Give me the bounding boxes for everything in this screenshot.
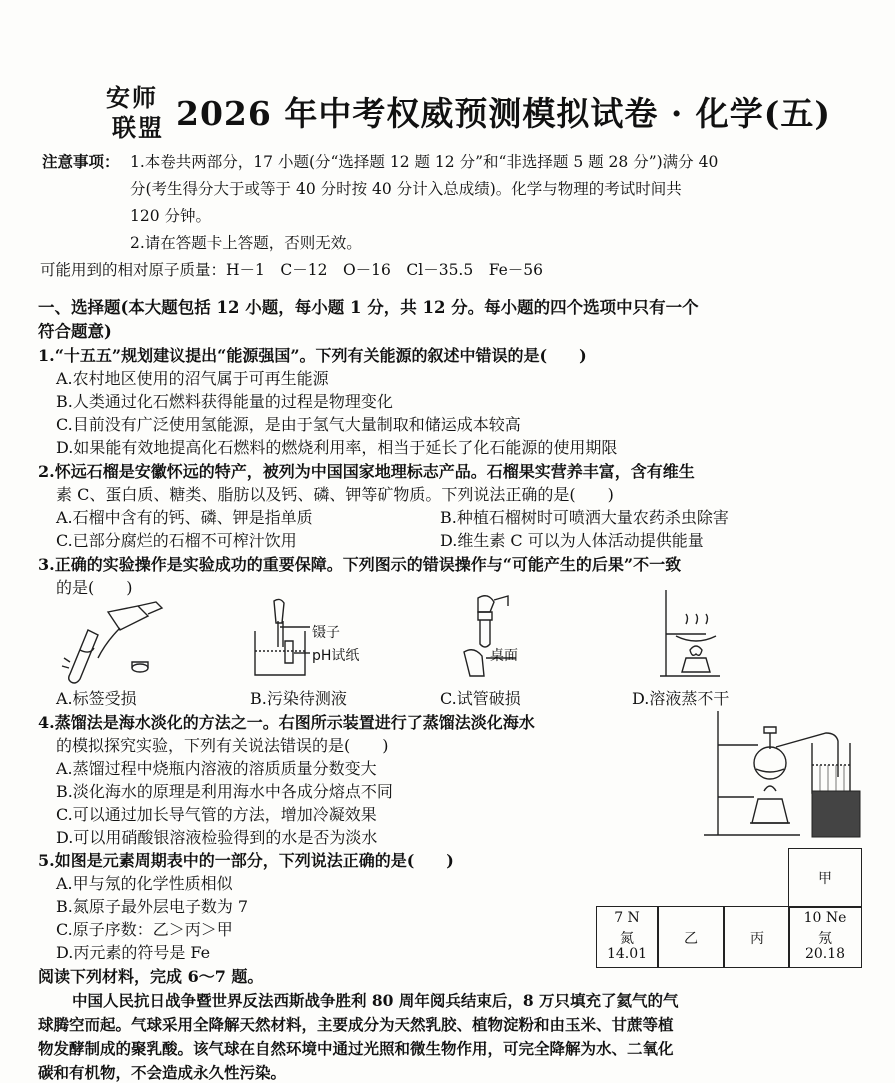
q2-option-c: C.已部分腐烂的石榴不可榨汁饮用 [56, 531, 297, 550]
q4-stem-line-2: 的模拟探究实验，下列有关说法错误的是( ) [56, 736, 389, 755]
cell-ne-number-symbol: 10 Ne [803, 910, 847, 926]
q5-stem: 5.如图是元素周期表中的一部分，下列说法正确的是( ) [38, 851, 454, 870]
reading-intro: 阅读下列材料，完成 6～7 题。 [38, 967, 264, 986]
q1-option-d: D.如果能有效地提高化石燃料的燃烧利用率，相当于延长了化石能源的使用期限 [56, 438, 618, 457]
q5-option-c: C.原子序数：乙＞丙＞甲 [56, 920, 233, 939]
reading-paragraph-line-1: 中国人民抗日战争暨世界反法西斯战争胜利 80 周年阅兵结束后，8 万只填充了氦气的气 [72, 991, 679, 1010]
q3-stem-line-2: 的是( ) [56, 578, 133, 597]
q2-option-b: B.种植石榴树时可喷洒大量农药杀虫除害 [440, 508, 729, 527]
cell-jia: 甲 [818, 871, 832, 887]
publisher-logo [104, 84, 174, 148]
q4-option-c: C.可以通过加长导气管的方法，增加冷凝效果 [56, 805, 377, 824]
notice-line-4: 2.请在答题卡上答题，否则无效。 [130, 234, 362, 252]
q3-option-d: D.溶液蒸不干 [632, 689, 730, 708]
q2-option-a: A.石榴中含有的钙、磷、钾是指单质 [56, 508, 313, 527]
cell-n-name: 氮 [620, 931, 634, 947]
cell-ne-name: 氖 [818, 931, 832, 947]
section-title-line-2: 符合题意) [38, 322, 112, 341]
notice-label: 注意事项： [42, 152, 120, 171]
q4-option-b: B.淡化海水的原理是利用海水中各成分熔点不同 [56, 782, 393, 801]
q3-figure-a-pouring [60, 600, 180, 685]
q1-option-a: A.农村地区使用的沼气属于可再生能源 [56, 369, 329, 388]
q4-figure-distillation [700, 705, 870, 840]
q5-option-d: D.丙元素的符号是 Fe [56, 943, 211, 962]
logo-line-2: 联盟 [112, 113, 164, 142]
q2-stem-line-1: 2.怀远石榴是安徽怀远的特产，被列为中国国家地理标志产品。石榴果实营养丰富，含有维生 [38, 462, 695, 481]
q3-option-a: A.标签受损 [56, 689, 137, 708]
q4-option-a: A.蒸馏过程中烧瓶内溶液的溶质质量分数变大 [56, 759, 377, 778]
cell-bing: 丙 [750, 931, 764, 947]
label-desk: 桌面 [490, 648, 518, 664]
reading-paragraph-line-4: 碳和有机物，不会造成永久性污染。 [38, 1063, 287, 1082]
q2-option-d: D.维生素 C 可以为人体活动提供能量 [440, 531, 704, 550]
label-ph-paper: pH试纸 [312, 648, 360, 664]
page-title: 2026 年中考权威预测模拟试卷 · 化学(五) [176, 94, 832, 133]
q3-stem-line-1: 3.正确的实验操作是实验成功的重要保障。下列图示的错误操作与“可能产生的后果”不一致 [38, 555, 682, 574]
q3-figure-d-evaporation [650, 588, 730, 688]
cell-n-number-symbol: 7 N [614, 910, 640, 926]
q3-option-b: B.污染待测液 [250, 689, 347, 708]
q2-stem-line-2: 素 C、蛋白质、糖类、脂肪以及钙、磷、钾等矿物质。下列说法正确的是( ) [56, 485, 614, 504]
notice-line-1: 1.本卷共两部分，17 小题(分“选择题 12 题 12 分”和“非选择题 5 题 28 分”)满分 40 [130, 153, 719, 171]
q5-option-b: B.氮原子最外层电子数为 7 [56, 897, 249, 916]
cell-n-mass: 14.01 [606, 946, 648, 962]
notice-line-2: 分(考生得分大于或等于 40 分时按 40 分计入总成绩)。化学与物理的考试时间共 [130, 180, 682, 198]
q4-option-d: D.可以用硝酸银溶液检验得到的水是否为淡水 [56, 828, 378, 847]
section-title-line-1: 一、选择题(本大题包括 12 小题，每小题 1 分，共 12 分。每小题的四个选项中只有一个 [38, 298, 699, 317]
label-tweezers: 镊子 [312, 625, 340, 641]
q1-stem: 1.“十五五”规划建议提出“能源强国”。下列有关能源的叙述中错误的是( ) [38, 346, 587, 365]
q3-option-c: C.试管破损 [440, 689, 521, 708]
q3-figure-c-test-tube [450, 590, 520, 685]
q1-option-c: C.目前没有广泛使用氢能源，是由于氢气大量制取和储运成本较高 [56, 415, 521, 434]
reading-paragraph-line-2: 球腾空而起。气球采用全降解天然材料，主要成分为天然乳胶、植物淀粉和由玉米、甘蔗等植 [38, 1015, 674, 1034]
cell-ne-mass: 20.18 [804, 946, 846, 962]
q4-stem-line-1: 4.蒸馏法是海水淡化的方法之一。右图所示装置进行了蒸馏法淡化海水 [38, 713, 535, 732]
logo-line-1: 安师 [106, 83, 158, 112]
q1-option-b: B.人类通过化石燃料获得能量的过程是物理变化 [56, 392, 393, 411]
cell-yi: 乙 [684, 931, 698, 947]
atomic-mass-line: 可能用到的相对原子质量：H－1 C－12 O－16 Cl－35.5 Fe－56 [40, 261, 544, 279]
reading-paragraph-line-3: 物发酵制成的聚乳酸。该气球在自然环境中通过光照和微生物作用，可完全降解为水、二氧化 [38, 1039, 674, 1058]
notice-line-3: 120 分钟。 [130, 207, 212, 225]
q5-option-a: A.甲与氖的化学性质相似 [56, 874, 233, 893]
